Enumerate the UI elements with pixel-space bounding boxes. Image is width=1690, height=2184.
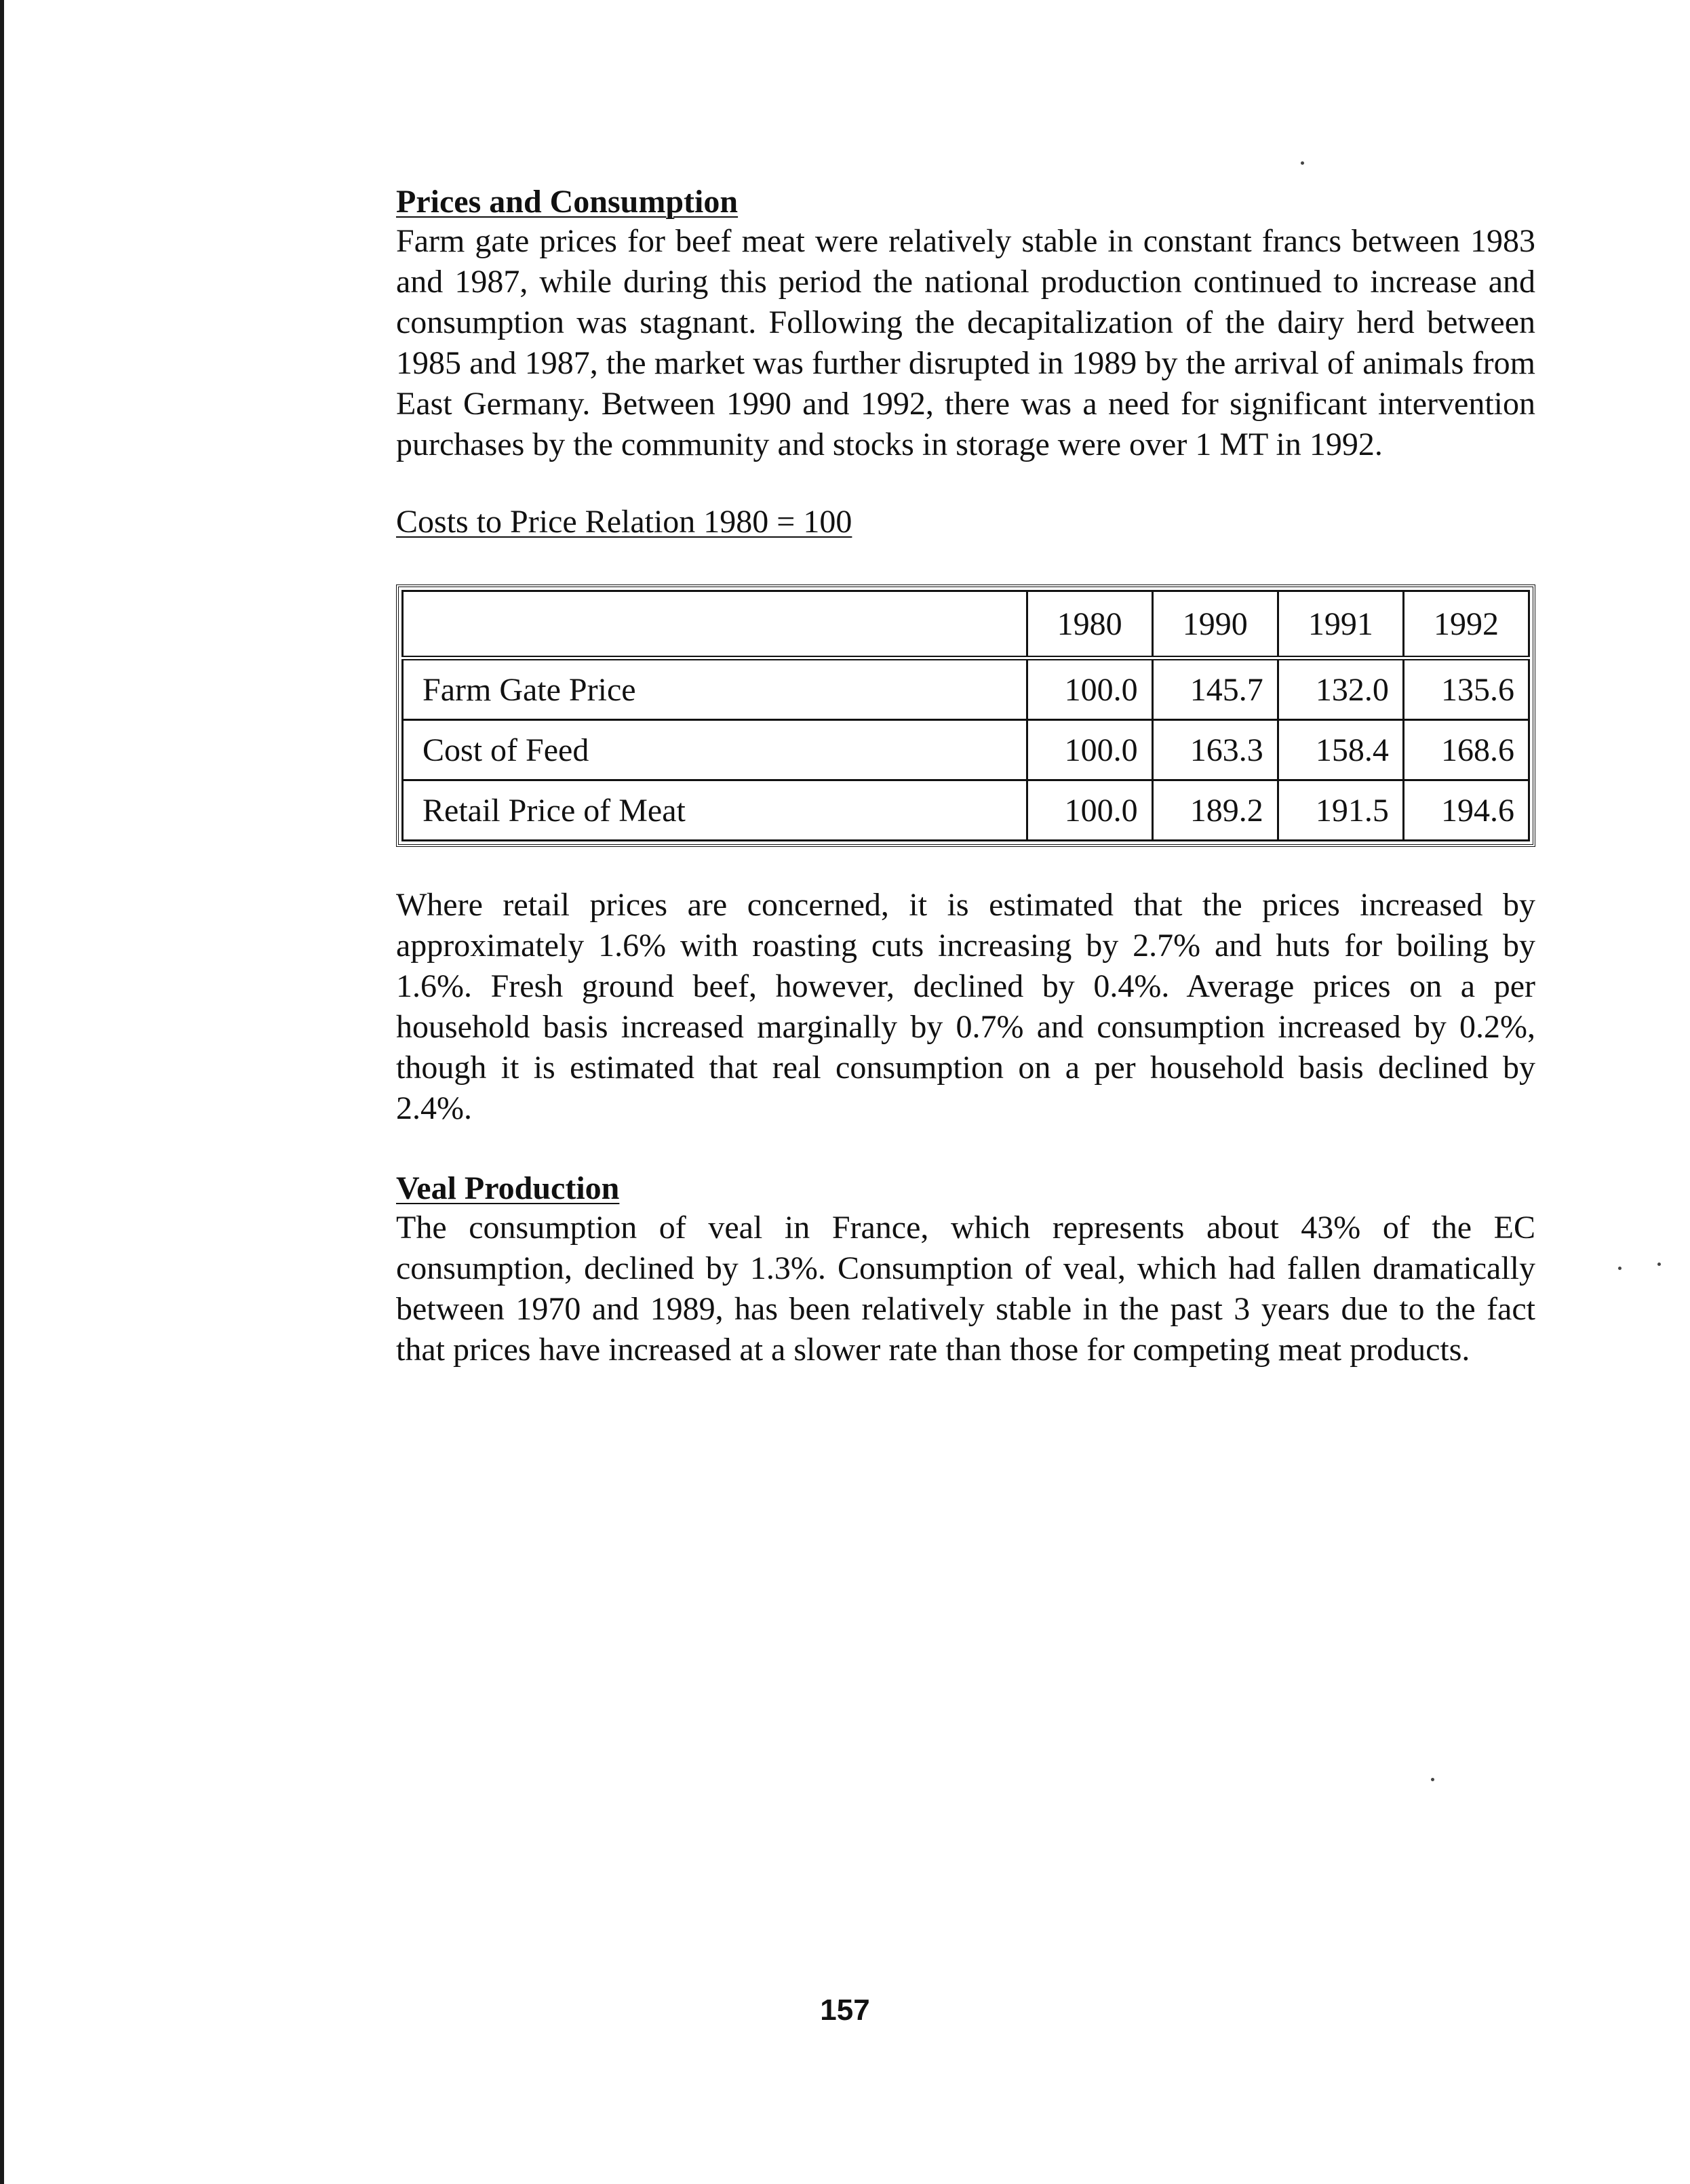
table-header-cell: 1980 [1027, 591, 1152, 658]
table-cell: 189.2 [1152, 780, 1278, 841]
scan-speck [1431, 1778, 1434, 1781]
table-row [403, 780, 1529, 841]
table-header-cell: 1990 [1152, 591, 1278, 658]
row-label: Cost of Feed [403, 720, 1027, 780]
table-cell: 158.4 [1278, 720, 1403, 780]
paragraph-veal: The consumption of veal in France, which represents about 43% of the EC consumption, declined by 1.3%. Consumption of veal, which had fallen dramatically between 1970 and 1989, has been relatively stable in the past 3 years due to the fact that prices have increased at a slower rate than those for competing meat products. [396, 1210, 1535, 1368]
table-header-cell: 1992 [1403, 591, 1529, 658]
table-header-row [403, 591, 1529, 658]
scan-speck [1301, 161, 1304, 165]
price-relation-table [396, 584, 1535, 847]
table-cell: 145.7 [1152, 658, 1278, 720]
table-header-cell: 1991 [1278, 591, 1403, 658]
table-cell: 100.0 [1027, 720, 1152, 780]
scan-speck [1657, 1263, 1661, 1266]
page-number: 157 [820, 1993, 870, 2027]
table-cell: 163.3 [1152, 720, 1278, 780]
table-cell: 168.6 [1403, 720, 1529, 780]
section-heading-prices: Prices and Consumption [396, 184, 739, 220]
section-heading-veal: Veal Production [396, 1170, 620, 1206]
table-header-cell [403, 591, 1027, 658]
table-cell: 194.6 [1403, 780, 1529, 841]
scan-edge [0, 0, 4, 2184]
paragraph-prices: Farm gate prices for beef meat were relatively stable in constant francs between 1983 and 1987, while during this period the national production continued to increase and consumption was stagnant. Following the decapitalization of the dairy herd between 1985 and 1987, the market was further disrupted in 1989 by the arrival of animals from East Germany. Between 1990 and 1992, there was a need for significant intervention purchases by the community and stocks in storage were over 1 MT in 1992. [396, 223, 1535, 462]
price-table [401, 590, 1530, 841]
table-cell: 100.0 [1027, 780, 1152, 841]
scan-speck [1618, 1267, 1622, 1270]
table-cell: 191.5 [1278, 780, 1403, 841]
table-row [403, 720, 1529, 780]
table-cell: 100.0 [1027, 658, 1152, 720]
row-label: Farm Gate Price [403, 658, 1027, 720]
paragraph-retail: Where retail prices are concerned, it is estimated that the prices increased by approximately 1.6% with roasting cuts increasing by 2.7% and huts for boiling by 1.6%. Fresh ground beef, however, declined by 0.4%. Average prices on a per household basis increased marginally by 0.7% and consumption increased by 0.2%, though it is estimated that real consumption on a per household basis declined by 2.4%. [396, 887, 1535, 1126]
document-body [396, 183, 1535, 1370]
table-row [403, 658, 1529, 720]
row-label: Retail Price of Meat [403, 780, 1027, 841]
table-caption: Costs to Price Relation 1980 = 100 [396, 504, 852, 540]
table-cell: 132.0 [1278, 658, 1403, 720]
table-cell: 135.6 [1403, 658, 1529, 720]
